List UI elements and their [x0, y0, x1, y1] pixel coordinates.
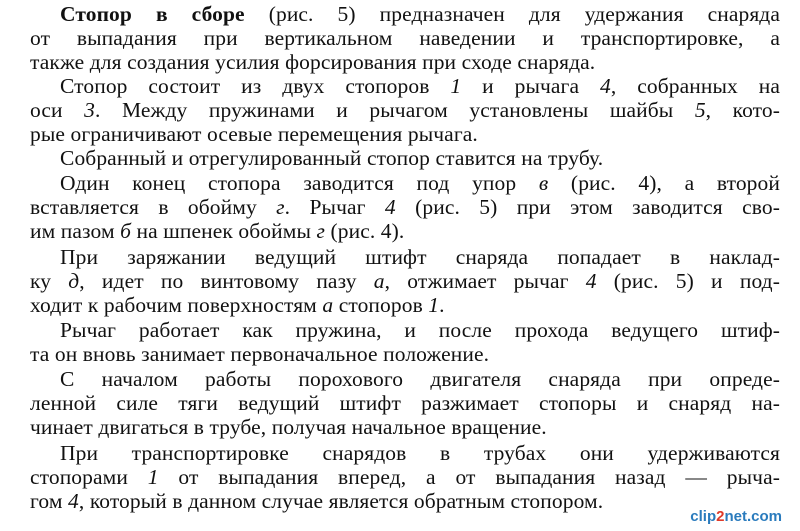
- text-span: , собранных на: [610, 74, 780, 98]
- text-span: (рис. 5) при этом заводится сво-: [395, 195, 780, 219]
- text-span: , кото-: [705, 98, 780, 122]
- text-line: [30, 489, 720, 513]
- ref-letter: г: [316, 219, 325, 243]
- text-line: рые ограничивают осевые перемещения рычага.: [30, 122, 478, 146]
- watermark-text: 2: [716, 508, 725, 525]
- ref-letter: д: [68, 269, 80, 293]
- text-line: [30, 2, 780, 26]
- text-span: стопоров: [333, 293, 429, 317]
- text-span: . Рычаг: [284, 195, 385, 219]
- text-span: (рис. 4), а второй: [548, 171, 780, 195]
- text-span: ку: [30, 269, 69, 293]
- text-span: Один конец стопора заводится под упор: [60, 171, 539, 195]
- text-line: [30, 269, 780, 293]
- text-span: оси: [30, 98, 85, 122]
- text-line: [30, 465, 780, 489]
- text-line: чинает двигаться в трубе, получая начальное вращение.: [30, 415, 547, 439]
- ref-letter: г: [276, 195, 285, 219]
- text-line: При заряжании ведущий штифт снаряда попадает в наклад-: [60, 245, 780, 269]
- text-span: гом: [30, 489, 69, 513]
- text-line: [30, 74, 780, 98]
- text-span: стопорами: [30, 465, 148, 489]
- text-line: [30, 293, 780, 317]
- text-span: , отжимает рычаг: [384, 269, 586, 293]
- text-line: от выпадания при вертикальном наведении и транспортировке, а: [30, 26, 780, 50]
- text-line: та он вновь занимает первоначальное положение.: [30, 342, 490, 366]
- ref-number: 1: [428, 293, 440, 317]
- ref-letter: в: [538, 171, 549, 195]
- text-line: При транспортировке снарядов в трубах они удерживаются: [60, 441, 780, 465]
- ref-letter: а: [322, 293, 334, 317]
- ref-number: 5: [694, 98, 706, 122]
- text-span: от выпадания вперед, а от выпадания назад — рыча-: [158, 465, 780, 489]
- watermark: [690, 508, 782, 525]
- term-bold: Стопор в сборе: [60, 2, 245, 26]
- text-line: [30, 98, 780, 122]
- ref-letter: а: [373, 269, 385, 293]
- ref-letter: б: [120, 219, 132, 243]
- text-span: (рис. 5) и под-: [596, 269, 780, 293]
- text-span: , идет по винтовому пазу: [79, 269, 374, 293]
- text-span: .: [439, 293, 445, 317]
- text-span: и рычага: [461, 74, 600, 98]
- text-span: на шпенек обоймы: [131, 219, 317, 243]
- ref-number: 4: [600, 74, 611, 98]
- text-span: (рис. 5) предназначен для удержания снаряда: [244, 2, 780, 26]
- text-span: вставляется в обойму: [30, 195, 277, 219]
- watermark-text: net.com: [724, 508, 782, 525]
- text-line: Рычаг работает как пружина, и после прохода ведущего штиф-: [60, 318, 780, 342]
- text-line: [30, 195, 780, 219]
- text-span: . Между пружинами и рычагом установлены шайбы: [95, 98, 695, 122]
- text-span: им пазом: [30, 219, 121, 243]
- text-line: С началом работы порохового двигателя снаряда при опреде-: [60, 367, 780, 391]
- text-span: ходит к рабочим поверхностям: [30, 293, 323, 317]
- ref-number: 4: [384, 195, 396, 219]
- text-line: ленной силе тяги ведущий штифт разжимает стопоры и снаряд на-: [30, 391, 780, 415]
- ref-number: 1: [147, 465, 159, 489]
- text-span: (рис. 4).: [325, 219, 405, 243]
- text-line: Собранный и отрегулированный стопор ставится на трубу.: [60, 146, 604, 170]
- ref-number: 4: [68, 489, 79, 513]
- ref-number: 3: [84, 98, 95, 122]
- ref-number: 1: [450, 74, 462, 98]
- text-line: [30, 171, 780, 195]
- text-line: [30, 219, 780, 243]
- text-span: Стопор состоит из двух стопоров: [60, 74, 451, 98]
- watermark-text: clip: [690, 508, 717, 525]
- ref-number: 4: [585, 269, 597, 293]
- text-span: , который в данном случае является обратным стопором.: [78, 489, 604, 513]
- text-line: также для создания усилия форсирования при сходе снаряда.: [30, 50, 596, 74]
